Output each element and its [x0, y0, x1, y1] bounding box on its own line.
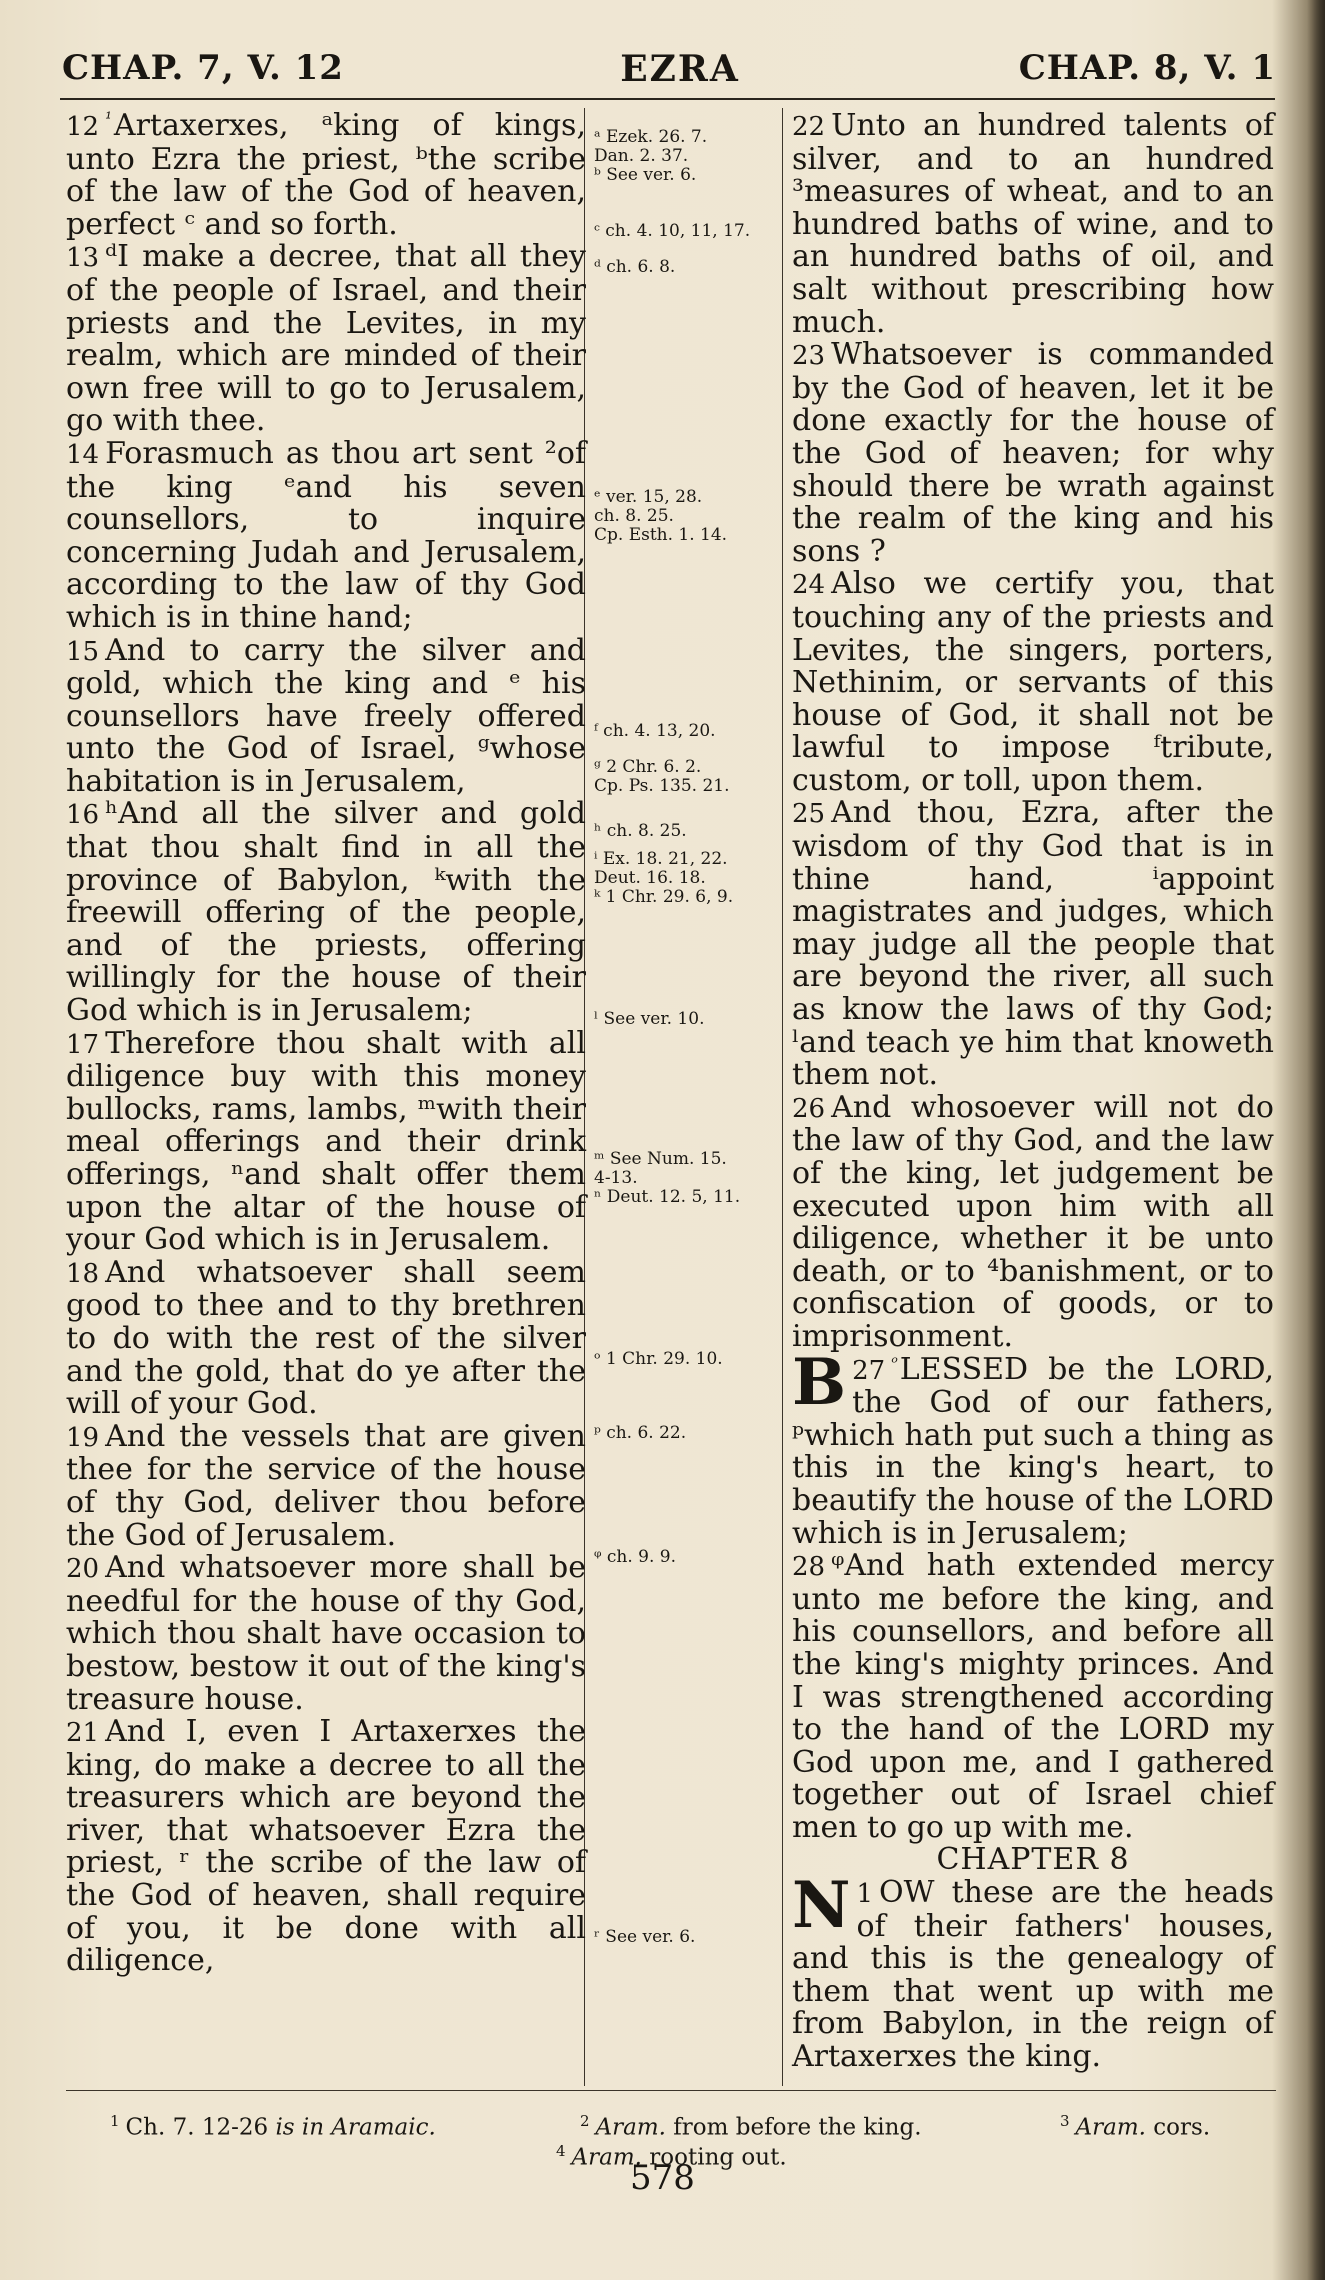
- reference: ᵉ ver. 15, 28. ch. 8. 25. Cp. Esth. 1. 14.: [594, 487, 728, 545]
- verse-25: 25 And thou, Ezra, after the wisdom of thy God that is in thine hand, ⁱappoint magistrates and judges, which may judge all the people that are beyond the river, all such as know the laws of thy God; ˡand teach ye him that knoweth them not.: [792, 795, 1274, 1093]
- reference: ʰ ch. 8. 25.: [594, 821, 687, 841]
- page-number: 578: [630, 2158, 695, 2198]
- verse-22: 22 Unto an hundred talents of silver, and to an hundred ³measures of wheat, and to an hundred baths of wine, and to an hundred baths of oil, and salt without prescribing how much.: [792, 108, 1274, 340]
- reference: ᵠ ch. 9. 9.: [594, 1547, 677, 1567]
- reference: ᵍ 2 Chr. 6. 2. Cp. Ps. 135. 21.: [594, 757, 730, 796]
- verse-12: 12 $^{^1}$Artaxerxes, ᵃking of kings, unto Ezra the priest, ᵇthe scribe of the law of the God of heaven, perfect ᶜ and so forth.: [66, 108, 586, 242]
- reference: ᵈ ch. 6. 8.: [594, 257, 676, 277]
- running-header: [0, 48, 1290, 98]
- drop-cap: B: [792, 1344, 847, 1420]
- reference: ᵒ 1 Chr. 29. 10.: [594, 1349, 723, 1369]
- reference: ˡ See ver. 10.: [594, 1009, 705, 1029]
- verse-20: 20 And whatsoever more shall be needful for the house of thy God, which thou shalt have occasion to bestow, bestow it out of the king's treasure house.: [66, 1550, 586, 1717]
- reference: ʳ See ver. 6.: [594, 1927, 696, 1947]
- verse-18: 18 And whatsoever shall seem good to thee and to thy brethren to do with the rest of the silver and the gold, that do ye after the will of your God.: [66, 1254, 586, 1422]
- footnote-1: $^1$ Ch. 7. 12-26 is in Aramaic.: [110, 2112, 436, 2141]
- reference: ᶜ ch. 4. 10, 11, 17.: [594, 221, 751, 241]
- reference: ᶠ ch. 4. 13, 20.: [594, 721, 716, 741]
- reference: ᵐ See Num. 15. 4-13. ⁿ Deut. 12. 5, 11.: [594, 1149, 741, 1207]
- footnote-4: $^4$ Aram. rooting out.: [556, 2142, 787, 2171]
- right-text-column: [792, 110, 1274, 2074]
- drop-cap: N: [792, 1868, 851, 1944]
- verse-17: 17 Therefore thou shalt with all diligence buy with this money bullocks, rams, lambs, ᵐwith their meal offerings and their drink offerings, ⁿand shalt offer them upon the altar of the house of your God which is in Jerusalem.: [66, 1025, 586, 1258]
- verse-15: 15 And to carry the silver and gold, which the king and ᵉ his counsellors have freely offered unto the God of Israel, ᵍwhose habitation is in Jerusalem,: [66, 632, 586, 799]
- column-divider-right: [782, 108, 783, 2086]
- header-right: CHAP. 8, V. 1: [1018, 48, 1276, 88]
- chapter-heading: CHAPTER 8: [936, 1842, 1130, 1878]
- verse-26: 26 And whosoever will not do the law of thy God, and the law of the king, let judgement be executed upon him with all diligence, whether it be unto death, or to ⁴banishment, or to confiscation of goods, or to imprisonment.: [792, 1089, 1274, 1354]
- left-text-column: [66, 110, 586, 1978]
- header-left: CHAP. 7, V. 12: [62, 48, 344, 88]
- verse-27: 27 $^ᵒ$ B LESSED be the LORD, the God of our fathers, ᵖwhich hath put such a thing as this in the king's heart, to beautify the house of the LORD which is in Jerusalem;: [792, 1344, 1274, 1551]
- verse-21: 21 And I, even I Artaxerxes the king, do make a decree to all the treasurers which are beyond the river, that whatsoever Ezra the priest, ʳ the scribe of the law of the God of heaven, shall require of you, it be done with all diligence,: [66, 1714, 586, 1979]
- verse-13: 13 ᵈI make a decree, that all they of the people of Israel, and their priests and the Levites, in my realm, which are minded of their own free will to go to Jerusalem, go with thee.: [66, 239, 586, 439]
- verse-23: 23 Whatsoever is commanded by the God of heaven, let it be done exactly for the house of the God of heaven; for why should there be wrath against the realm of the king and his sons ?: [792, 337, 1274, 569]
- reference: ᵃ Ezek. 26. 7. Dan. 2. 37. ᵇ See ver. 6.: [594, 127, 708, 185]
- footnote-3: $^3$ Aram. cors.: [1060, 2112, 1211, 2141]
- verse-19: 19 And the vessels that are given thee for the service of the house of thy God, deliver thou before the God of Jerusalem.: [66, 1418, 586, 1553]
- book-spine-shadow: [1307, 0, 1325, 2280]
- footnote-2: $^2$ Aram. from before the king.: [580, 2112, 922, 2141]
- book-title: EZRA: [620, 48, 740, 90]
- chapter8-verse-1: 1 N OW these are the heads of their fathers' houses, and this is the genealogy of them that went up with me from Babylon, in the reign of Artaxerxes the king.: [792, 1868, 1274, 2075]
- reference: ⁱ Ex. 18. 21, 22. Deut. 16. 18. ᵏ 1 Chr. 29. 6, 9.: [594, 849, 734, 907]
- verse-28: 28 ᵠAnd hath extended mercy unto me before the king, and his counsellors, and before all the king's mighty princes. And I was strengthened according to the hand of the LORD my God upon me, and I gathered together out of Israel chief men to go up with me.: [792, 1548, 1274, 1845]
- reference: ᵖ ch. 6. 22.: [594, 1423, 687, 1443]
- verse-24: 24 Also we certify you, that touching any of the priests and Levites, the singers, porters, Nethinim, or servants of this house of God, it shall not be lawful to impose ᶠtribute, custom, or toll, upon them.: [792, 566, 1274, 798]
- header-rule: [60, 98, 1275, 100]
- verse-16: 16 ʰAnd all the silver and gold that thou shalt find in all the province of Babylon, ᵏwith the freewill offering of the people, and of the priests, offering willingly for the house of their God which is in Jerusalem;: [66, 796, 586, 1029]
- footnote-rule: [66, 2090, 1276, 2091]
- verse-14: 14 Forasmuch as thou art sent ²of the king ᵉand his seven counsellors, to inquire concerning Judah and Jerusalem, according to the law of thy God which is in thine hand;: [66, 435, 586, 635]
